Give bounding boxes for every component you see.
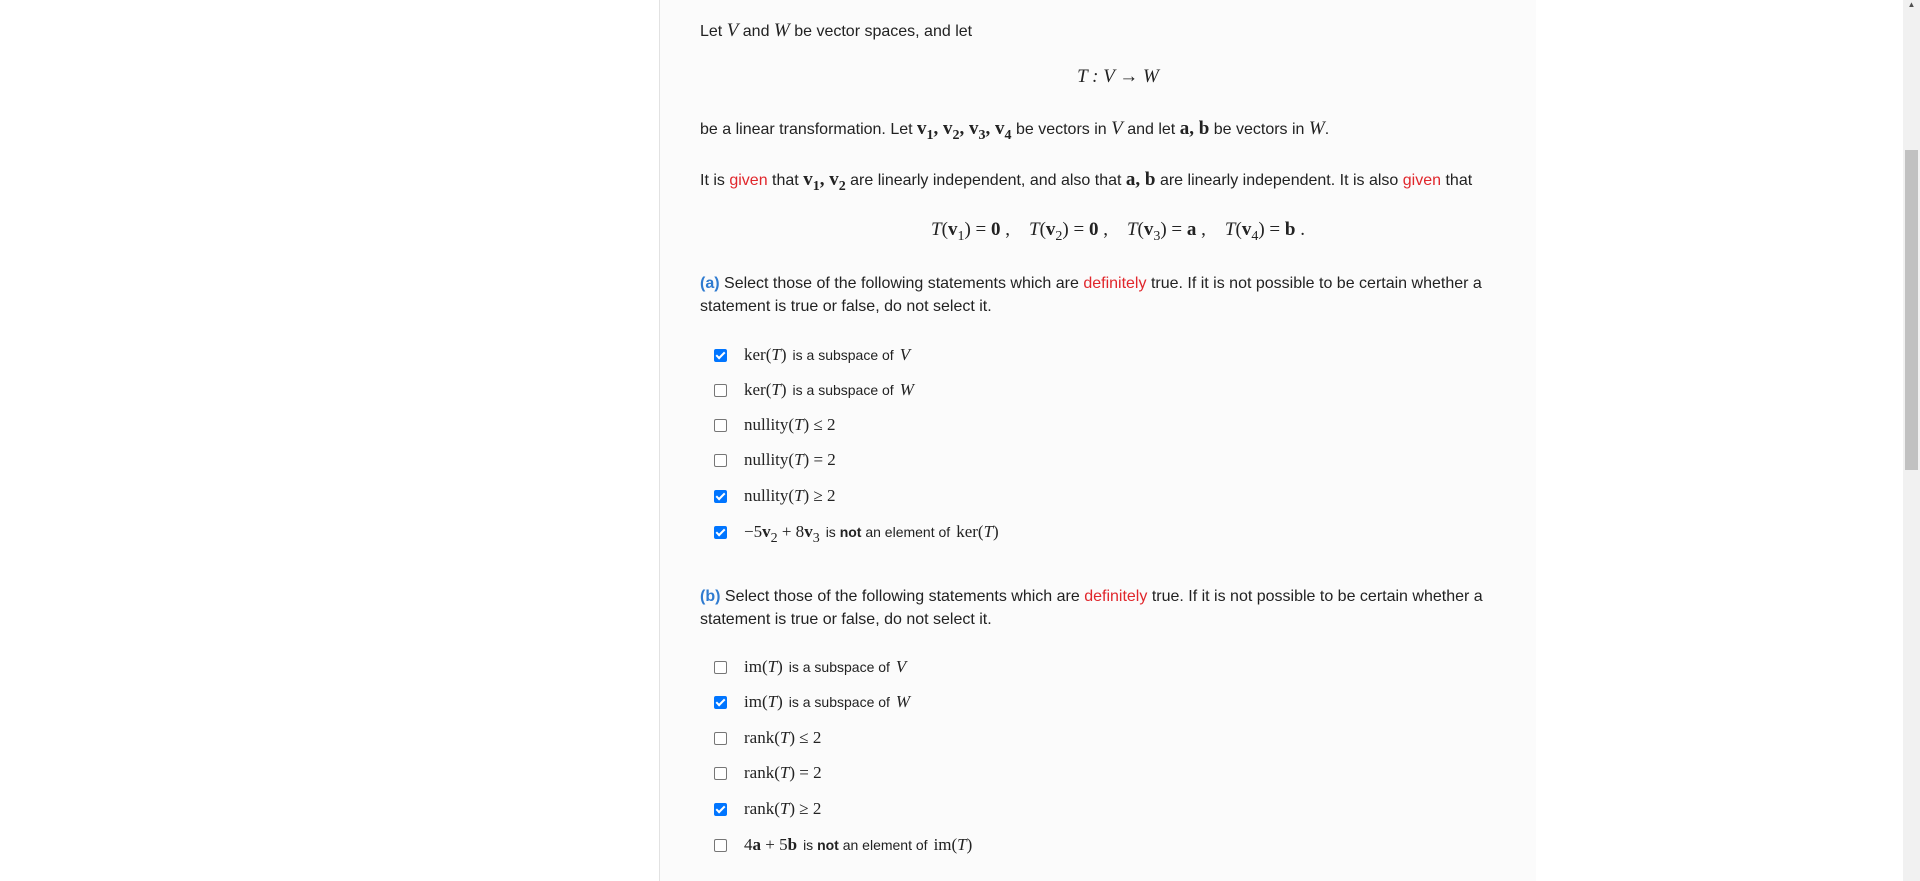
option-b-6[interactable] <box>714 833 972 857</box>
math-v1234: $v_1$, $v_2$, $v_3$, $v_4$ <box>917 118 1012 143</box>
option-a-3[interactable] <box>714 413 836 437</box>
definitely-highlight: definitely <box>1084 588 1148 605</box>
math-W: W <box>773 20 790 41</box>
option-math: $-5v_2 + 8v_3$ <box>744 522 820 546</box>
math-ab: a, b <box>1125 169 1156 190</box>
intro-text: It is <box>700 172 725 189</box>
prompt-text: Select those of the following statements which are <box>724 275 1079 292</box>
intro-text: are linearly independent. It is also <box>1159 172 1399 189</box>
math-v12: $v_1$, $v_2$ <box>803 169 846 194</box>
checkbox-checked[interactable] <box>714 803 727 816</box>
prompt-text: Select those of the following statements which are <box>724 588 1080 605</box>
checkbox-unchecked[interactable] <box>714 767 727 780</box>
checkbox-checked[interactable] <box>714 490 727 503</box>
checkbox-unchecked[interactable] <box>714 419 727 432</box>
option-tail: ker(T) <box>956 522 999 541</box>
option-text: is a subspace of <box>792 347 894 363</box>
checkbox-unchecked[interactable] <box>714 839 727 852</box>
option-b-4[interactable] <box>714 761 822 785</box>
intro-text: and let <box>1127 121 1176 138</box>
option-math: rank(T) ≥ 2 <box>744 799 822 818</box>
prompt-text: true. If it is not possible to be certain whether a <box>1150 275 1482 292</box>
checkbox-unchecked[interactable] <box>714 732 727 745</box>
checkbox-checked[interactable] <box>714 696 727 709</box>
option-math: im(T) <box>744 692 783 711</box>
intro-text: that <box>772 172 799 189</box>
intro-line-3 <box>700 168 1472 193</box>
option-text: is a subspace of <box>788 659 890 675</box>
vertical-scrollbar[interactable] <box>1903 0 1920 881</box>
option-math: im(T) <box>744 657 783 676</box>
given-highlight: given <box>1402 172 1442 189</box>
option-b-2[interactable] <box>714 690 910 714</box>
definitely-highlight: definitely <box>1083 275 1147 292</box>
checkbox-unchecked[interactable] <box>714 384 727 397</box>
intro-text: are linearly independent, and also that <box>850 172 1122 189</box>
option-a-6[interactable] <box>714 520 999 544</box>
scroll-up-arrow-icon[interactable]: ▲ <box>1907 0 1916 9</box>
part-a-prompt-line-2: statement is true or false, do not select it. <box>700 298 992 315</box>
part-a-prompt-line-1 <box>700 272 1482 295</box>
option-a-5[interactable] <box>714 484 836 508</box>
question-panel <box>660 0 1536 881</box>
option-tail: W <box>895 692 911 711</box>
checkbox-unchecked[interactable] <box>714 661 727 674</box>
option-b-5[interactable] <box>714 797 821 821</box>
intro-text: be vector spaces, and let <box>794 23 973 40</box>
math-W: W <box>1308 118 1325 139</box>
option-math: nullity(T) ≥ 2 <box>744 486 836 505</box>
intro-text: that <box>1445 172 1473 189</box>
prompt-text: true. If it is not possible to be certain whether a <box>1151 588 1483 605</box>
checkbox-checked[interactable] <box>714 349 727 362</box>
option-b-3[interactable] <box>714 726 821 750</box>
math-V: V <box>726 20 739 41</box>
intro-text: Let <box>700 23 723 40</box>
checkbox-unchecked[interactable] <box>714 454 727 467</box>
option-tail: V <box>899 345 911 364</box>
intro-text: be vectors in <box>1213 121 1305 138</box>
given-equations: $T(v_1) = 0$ , $T(v_2) = 0$ , $T(v_3) = a$ , $T(v_4) = b$ . <box>931 219 1305 244</box>
option-math: ker(T) <box>744 380 787 399</box>
intro-text: and <box>742 23 770 40</box>
part-a-label: (a) <box>700 275 720 292</box>
option-text: is not an element of <box>825 524 951 540</box>
option-tail: W <box>899 380 914 399</box>
math-ab: a, b <box>1179 118 1210 139</box>
intro-line-1 <box>700 19 972 43</box>
intro-text: be a linear transformation. Let <box>700 121 913 138</box>
option-tail: V <box>895 657 907 676</box>
option-math: rank(T) = 2 <box>744 763 822 782</box>
part-b-label: (b) <box>700 588 721 605</box>
option-math: 4a + 5b <box>744 835 798 854</box>
option-b-1[interactable] <box>714 655 906 679</box>
intro-line-2: be a linear transformation. Let $v_1$, $v_2$, $v_3$, $v_4$ be vectors in V and let a, b be vectors in W. <box>700 118 1330 143</box>
part-b-prompt-line-1 <box>700 585 1483 608</box>
option-text: is a subspace of <box>792 382 894 398</box>
transform-display: T : V → W <box>1077 66 1159 87</box>
math-V: V <box>1111 118 1123 139</box>
given-highlight: given <box>729 172 768 189</box>
option-a-4[interactable] <box>714 448 836 472</box>
intro-text: be vectors in <box>1015 121 1107 138</box>
option-a-1[interactable] <box>714 343 910 367</box>
part-b-prompt-line-2: statement is true or false, do not select it. <box>700 611 992 628</box>
option-text: is a subspace of <box>788 694 890 710</box>
option-a-2[interactable] <box>714 378 914 402</box>
option-math: ker(T) <box>744 345 787 364</box>
option-text: is not an element of <box>803 837 928 853</box>
option-math: rank(T) ≤ 2 <box>744 728 822 747</box>
option-math: nullity(T) ≤ 2 <box>744 415 836 434</box>
scrollbar-thumb[interactable] <box>1905 150 1918 470</box>
option-tail: im(T) <box>933 835 973 854</box>
option-math: nullity(T) = 2 <box>744 450 836 469</box>
checkbox-checked[interactable] <box>714 526 727 539</box>
